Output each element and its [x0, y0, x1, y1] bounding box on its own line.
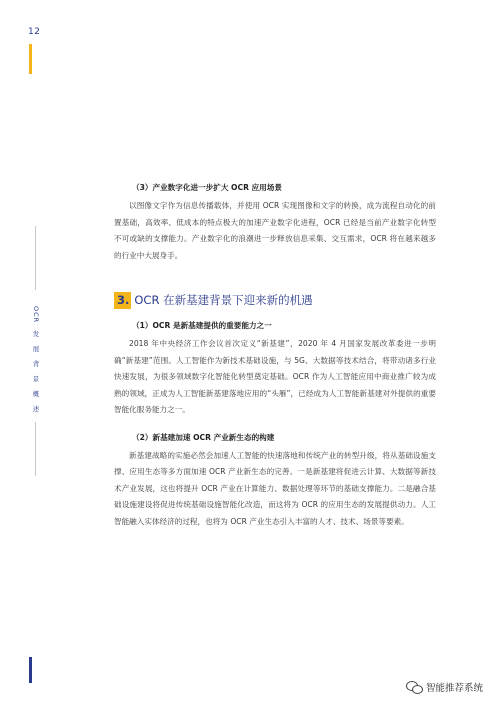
chapter-label-char: 发	[32, 330, 40, 339]
accent-bar-top	[29, 44, 32, 74]
main-content	[114, 181, 436, 530]
chapter-label-char: 景	[32, 375, 40, 384]
paragraph: 新基建战略的实施必然会加速人工智能的快速落地和传统产业的转型升级，将从基础设施支撑、应用生态等多方面加速 OCR 产业新生态的完善。一是新基建将促进云计算、大数据等新技术产业发展，这也将提升 OCR 产业在计算能力、数据处理等环节的基础支撑能力。二是融合基础设施建设将促进传统基础设施智能化改造，而这将为 OCR 的应用生态的发展提供动力。人工智能融入实体经济的过程，也将为 OCR 产业生态引入丰富的人才、技术、场景等要素。	[114, 450, 436, 526]
accent-bar-bottom	[29, 657, 32, 683]
watermark	[406, 680, 483, 694]
section-number: 3.	[114, 292, 131, 309]
chapter-label-char: 背	[32, 360, 40, 369]
section-heading	[114, 291, 436, 309]
section-title: OCR 在新基建背景下迎来新的机遇	[134, 293, 313, 307]
subsection-heading: （3）产业数字化进一步扩大 OCR 应用场景	[132, 183, 282, 192]
chapter-label-char: 展	[32, 345, 40, 354]
chapter-label-char: 概	[32, 390, 40, 399]
paragraph: 2018 年中央经济工作会议首次定义“新基建”，2020 年 4 月国家发展改革委进一步明确“新基建”范围。人工智能作为新技术基础设施，与 5G、大数据等技术结合，将带动诸多行业快速发展，为很多领域数字化智能化转型奠定基础。OCR 作为人工智能应用中商业推广较为成熟的领域，正成为人工智能新基建落地应用的“头雁”，已经成为人工智能新基建对外提供的重要智能化服务能力之一。	[114, 339, 436, 414]
paragraph: 以图像文字作为信息传播载体，并使用 OCR 实现图像和文字的转换，成为流程自动化的前置基础，高效率、低成本的特点极大的加速产业数字化进程，OCR 已经是当前产业数字化转型不可或缺的支撑能力。产业数字化的浪潮进一步释放信息采集、交互需求，OCR 将在越来越多的行业中大展身手。	[114, 201, 436, 260]
chapter-label	[30, 306, 42, 419]
side-rail	[30, 226, 42, 476]
side-rail-line-top	[35, 226, 36, 290]
chapter-label-char: 述	[32, 405, 40, 414]
page-number: 12	[28, 27, 41, 37]
chapter-label-prefix: OCR	[32, 306, 40, 324]
spacer	[114, 419, 436, 431]
watermark-text: 智能推荐系统	[425, 683, 483, 694]
wechat-icon	[406, 681, 422, 693]
subsection-heading: （2）新基建加速 OCR 产业新生态的构建	[132, 432, 275, 442]
subsection-heading: （1）OCR 是新基建提供的重要能力之一	[132, 321, 272, 330]
side-rail-line-bottom	[35, 422, 36, 476]
